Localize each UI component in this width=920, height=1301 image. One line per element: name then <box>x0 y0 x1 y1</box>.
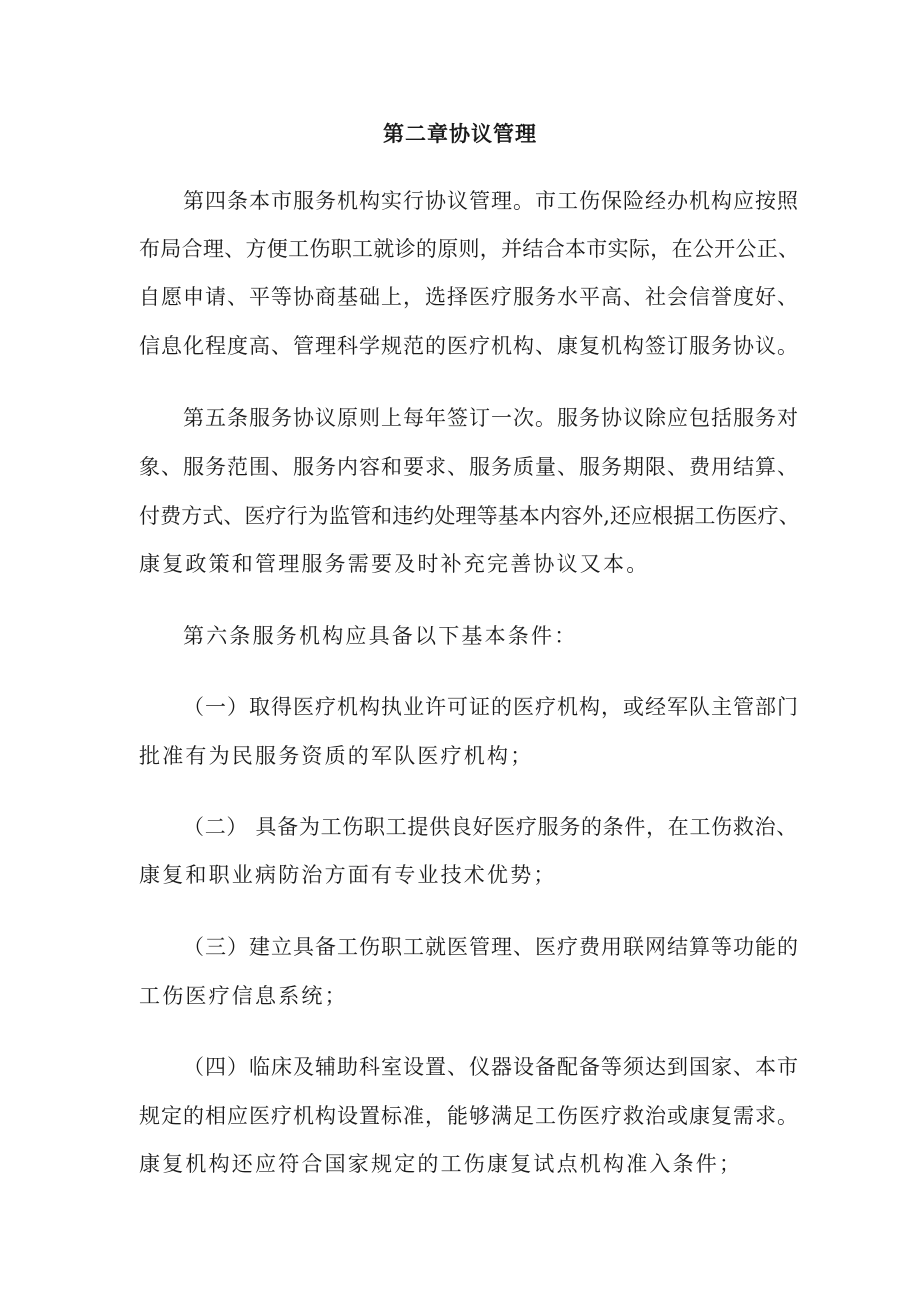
article-4-line-4: 信息化程度高、管理科学规范的医疗机构、康复机构签订服务协议。 <box>139 334 799 358</box>
article-5-line-3: 付费方式、医疗行为监管和违约处理等基本内容外,还应根据工伤医疗、 <box>139 504 800 528</box>
article-4-line-1: 第四条本市服务机构实行协议管理。市工伤保险经办机构应按照 <box>183 189 799 213</box>
item-1-line-1: （一）取得医疗机构执业许可证的医疗机构，或经军队主管部门 <box>183 695 799 719</box>
item-2-line-1: （二） 具备为工伤职工提供良好医疗服务的条件，在工伤救治、 <box>183 815 798 839</box>
chapter-title: 第二章协议管理 <box>383 121 537 146</box>
article-4-line-2: 布局合理、方便工伤职工就诊的原则，并结合本市实际，在公开公正、 <box>139 237 800 261</box>
item-1-line-2: 批准有为民服务资质的军队医疗机构； <box>139 744 534 768</box>
article-5-line-2: 象、服务范围、服务内容和要求、服务质量、服务期限、费用结算、 <box>139 455 799 479</box>
article-4-line-3: 自愿申请、平等协商基础上，选择医疗服务水平高、社会信誉度好、 <box>139 285 799 309</box>
article-5-line-1: 第五条服务协议原则上每年签订一次。服务协议除应包括服务对 <box>183 406 799 430</box>
item-4-line-1: （四）临床及辅助科室设置、仪器设备配备等须达到国家、本市 <box>183 1055 799 1079</box>
item-4-line-3: 康复机构还应符合国家规定的工伤康复试点机构准入条件； <box>139 1152 743 1176</box>
item-4-line-2: 规定的相应医疗机构设置标准，能够满足工伤医疗救治或康复需求。 <box>139 1104 799 1128</box>
item-3-line-1: （三）建立具备工伤职工就医管理、医疗费用联网结算等功能的 <box>183 935 799 959</box>
item-2-line-2: 康复和职业病防治方面有专业技术优势； <box>139 863 557 887</box>
item-3-line-2: 工伤医疗信息系统； <box>139 984 348 1008</box>
article-5-line-4: 康复政策和管理服务需要及时补充完善协议又本。 <box>139 552 650 576</box>
article-6-line-1: 第六条服务机构应具备以下基本条件： <box>183 624 578 648</box>
